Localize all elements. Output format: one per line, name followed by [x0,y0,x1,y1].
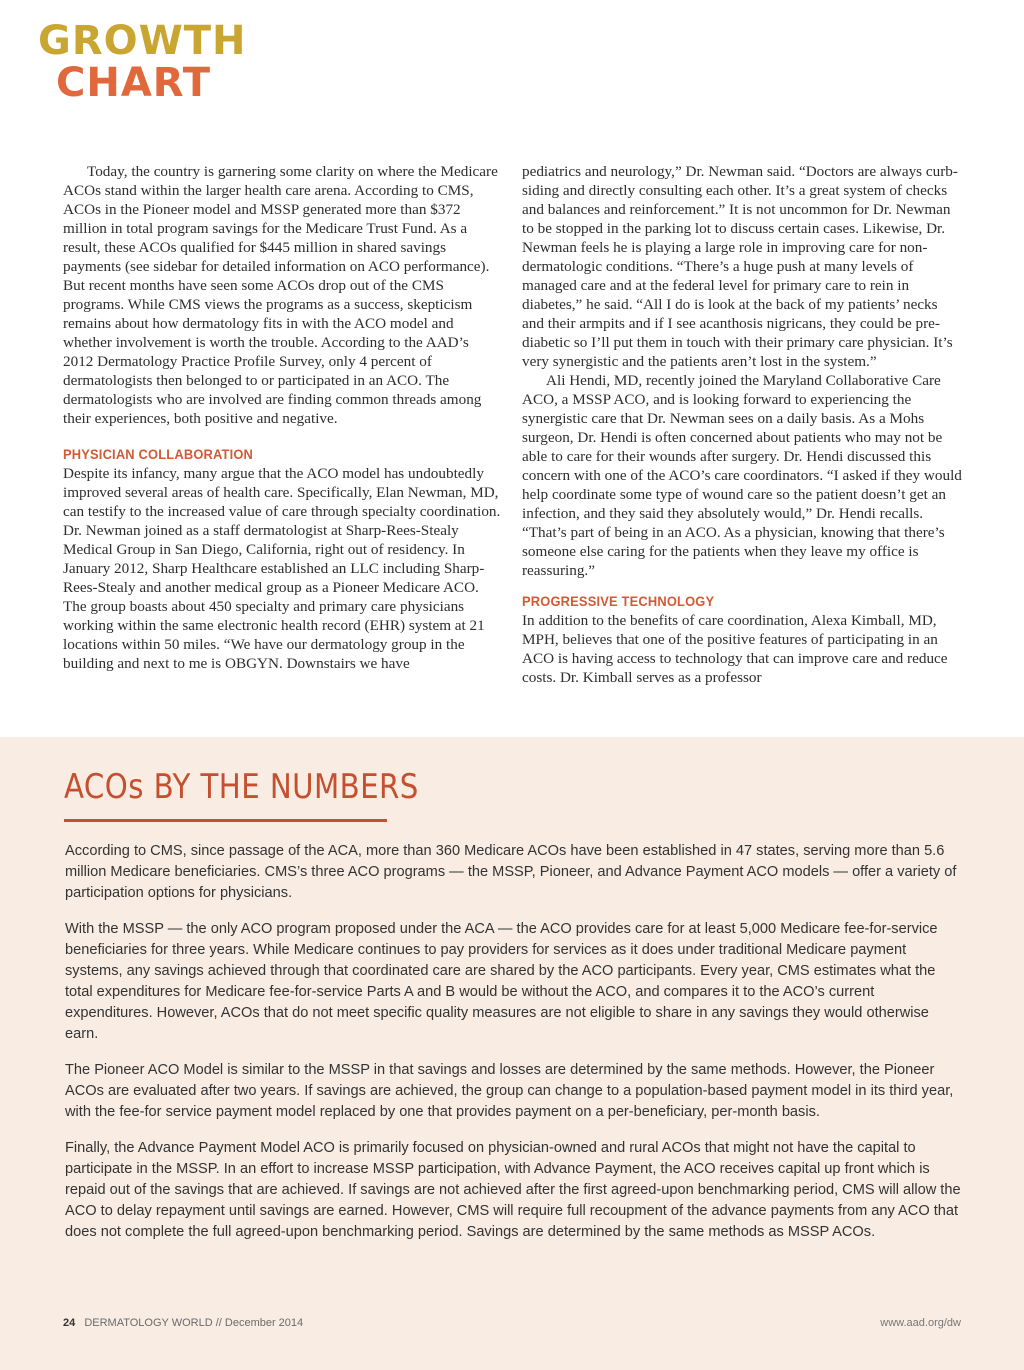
sidebar-paragraph: Finally, the Advance Payment Model ACO is primarily focused on physician-owned and rural ACOs that might not have the capital to participate in the MSSP. In an effort to increase MSSP participation, with Advance Payment, the ACO receives capital up front which is repaid out of the savings that are achieved. If savings are not achieved after the first agreed-upon benchmarking period, CMS will allow the ACO to delay repayment until savings are earned. However, CMS will require full recoupment of the advance payments from any ACO that does not complete the full agreed-upon benchmarking period. Savings are determined by the same methods as MSSP ACOs. [65,1140,961,1240]
section-heading-physician-collaboration: PHYSICIAN COLLABORATION [63,446,254,462]
sidebar-paragraph: The Pioneer ACO Model is similar to the MSSP in that savings and losses are determined by the same methods. However, the Pioneer ACOs are evaluated after two years. If savings are achieved, the group can change to a population-based payment model in its third year, with the fee-for service payment model replaced by one that provides payment on a per-beneficiary, per-month basis. [65,1062,954,1120]
page-footer [63,1317,961,1333]
kicker-line-2: CHART [56,60,212,106]
sidebar-body [65,841,965,1258]
kicker-line-1: GROWTH [38,18,247,64]
article-paragraph: Today, the country is garnering some clarity on where the Medicare ACOs stand within the larger health care arena. According to CMS, ACOs in the Pioneer model and MSSP generated more than $372 million in total program savings for the Medicare Trust Fund. As a result, these ACOs qualified for $445 million in shared savings payments (see sidebar for detailed information on ACO performance). But recent months have seen some ACOs drop out of the CMS programs. While CMS views the programs as a success, skepticism remains about how dermatology fits in with the ACO model and whether involvement is worth the trouble. According to the AAD’s 2012 Dermatology Practice Profile Survey, only 4 percent of dermatologists then belonged to or participated in an ACO. The dermatologists who are involved are finding common threads among their experiences, both positive and negative. [63,163,498,427]
sidebar-box [0,737,1024,1370]
publication-info: DERMATOLOGY WORLD // December 2014 [84,1317,304,1329]
article-paragraph: In addition to the benefits of care coordination, Alexa Kimball, MD, MPH, believes that one of the positive features of participating in an ACO is having access to technology that can improve care and reduce costs. Dr. Kimball serves as a professor [522,612,948,686]
section-kicker [38,20,247,104]
sidebar-paragraph: According to CMS, since passage of the ACA, more than 360 Medicare ACOs have been established in 47 states, serving more than 5.6 million Medicare beneficiaries. CMS’s three ACO programs — the MSSP, Pioneer, and Advance Payment ACO models — offer a variety of participation options for physicians. [65,843,957,901]
article-column-left [63,162,501,673]
article-paragraph: Ali Hendi, MD, recently joined the Maryland Collaborative Care ACO, a MSSP ACO, and is looking forward to experiencing the synergistic care that Dr. Newman sees on a daily basis. As a Mohs surgeon, Dr. Hendi is often concerned about patients who may not be able to care for their wounds after surgery. Dr. Hendi discussed this concern with one of the ACO’s care coordinators. “I asked if they would help coordinate some type of wound care so the patient doesn’t get an infection, and they said they absolutely would,” Dr. Hendi recalls. “That’s part of being in an ACO. As a physician, knowing that there’s someone else caring for the patients when they leave my office is reassuring.” [522,372,962,579]
sidebar-title-rule [64,819,387,822]
sidebar-title: ACOs BY THE NUMBERS [64,767,419,807]
page-number: 24 [63,1317,76,1329]
article-paragraph: pediatrics and neurology,” Dr. Newman said. “Doctors are always curb-siding and directly consulting each other. It’s a great system of checks and balances and reinforcement.” It is not uncommon for Dr. Newman to be stopped in the parking lot to discuss certain cases. Likewise, Dr. Newman feels he is playing a large role in improving care for non-dermatologic conditions. “There’s a huge push at many levels of managed care and at the federal level for primary care to rein in diabetes,” he said. “All I do is look at the back of my patients’ necks and their armpits and if I see acanthosis nigricans, they could be pre-diabetic so I’ll put them in touch with their primary care physician. It’s very synergistic and the patients aren’t lost in the system.” [522,163,958,370]
article-paragraph: Despite its infancy, many argue that the ACO model has undoubtedly improved several areas of health care. Specifically, Elan Newman, MD, can testify to the increased value of care through specialty coordination. Dr. Newman joined as a staff dermatologist at Sharp-Rees-Stealy Medical Group in San Diego, California, right out of residency. In January 2012, Sharp Healthcare established an LLC including Sharp-Rees-Stealy and another medical group as a Pioneer Medicare ACO. The group boasts about 450 specialty and primary care physicians working within the same electronic health record (EHR) system at 21 locations within 50 miles. “We have our dermatology group in the building and next to me is OBGYN. Downstairs we have [63,465,501,672]
article-column-right [522,162,962,687]
website-url: www.aad.org/dw [880,1317,961,1329]
sidebar-paragraph: With the MSSP — the only ACO program proposed under the ACA — the ACO provides care for at least 5,000 Medicare fee-for-service beneficiaries for three years. While Medicare continues to pay providers for services as it does under traditional Medicare payment systems, any savings achieved through that coordinated care are shared by the ACO participants. Every year, CMS estimates what the total expenditures for Medicare fee-for-service Parts A and B would be without the ACO, and compares it to the ACO’s current expenditures. However, ACOs that do not meet specific quality measures are not eligible to share in any savings they would otherwise earn. [65,921,938,1042]
section-heading-progressive-technology: PROGRESSIVE TECHNOLOGY [522,593,715,609]
